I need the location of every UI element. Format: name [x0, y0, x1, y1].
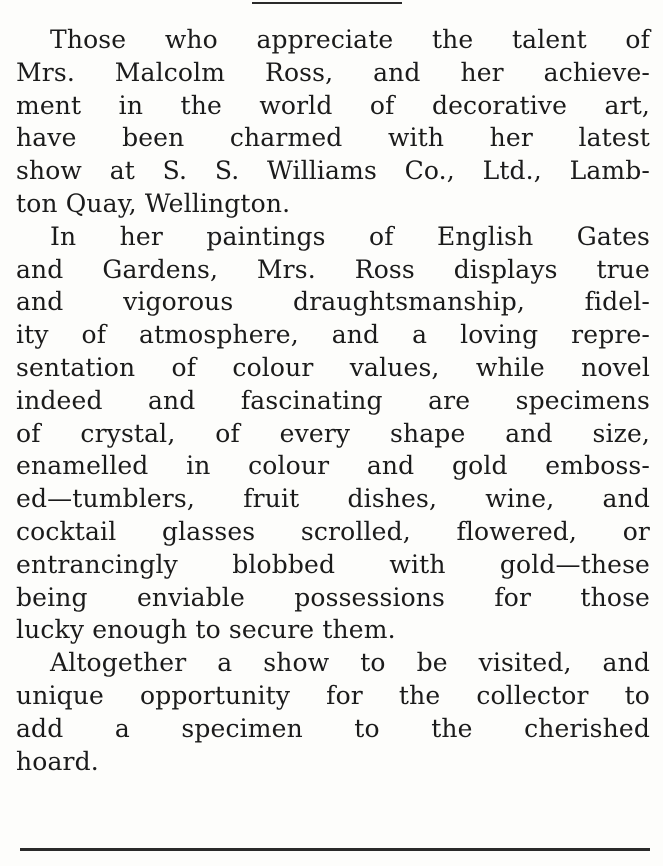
text-line: enamelled in colour and gold emboss- — [16, 451, 650, 481]
text-line: of crystal, of every shape and size, — [16, 418, 650, 448]
text-line: Mrs. Malcolm Ross, and her achieve- — [16, 57, 650, 87]
text-line: entrancingly blobbed with gold—these — [16, 549, 650, 579]
paragraph-1 — [16, 24, 650, 221]
text-line: cocktail glasses scrolled, flowered, or — [16, 516, 650, 546]
bottom-divider-rule — [20, 848, 650, 851]
paragraph-2 — [16, 221, 650, 647]
text-line: and vigorous draughtsmanship, fidel- — [16, 287, 650, 317]
text-line: hoard. — [16, 746, 99, 776]
text-line: ment in the world of decorative art, — [16, 90, 650, 120]
text-line: Altogether a show to be visited, and — [50, 648, 650, 678]
text-line: In her paintings of English Gates — [50, 221, 650, 251]
text-line: Those who appreciate the talent of — [50, 25, 650, 54]
article-body — [16, 24, 650, 778]
text-line: indeed and fascinating are specimens — [16, 385, 650, 415]
text-line: unique opportunity for the collector to — [16, 680, 650, 710]
text-line: and Gardens, Mrs. Ross displays true — [16, 254, 650, 284]
text-line: being enviable possessions for those — [16, 582, 650, 612]
text-line: sentation of colour values, while novel — [16, 352, 650, 382]
text-line: have been charmed with her latest — [16, 123, 650, 153]
paragraph-3 — [16, 647, 650, 778]
text-line: lucky enough to secure them. — [16, 615, 396, 645]
text-line: ity of atmosphere, and a loving repre- — [16, 320, 650, 350]
text-line: ton Quay, Wellington. — [16, 188, 291, 218]
text-line: show at S. S. Williams Co., Ltd., Lamb- — [16, 156, 650, 186]
top-divider-rule — [252, 2, 402, 4]
text-line: add a specimen to the cherished — [16, 713, 650, 743]
text-line: ed—tumblers, fruit dishes, wine, and — [16, 484, 650, 514]
